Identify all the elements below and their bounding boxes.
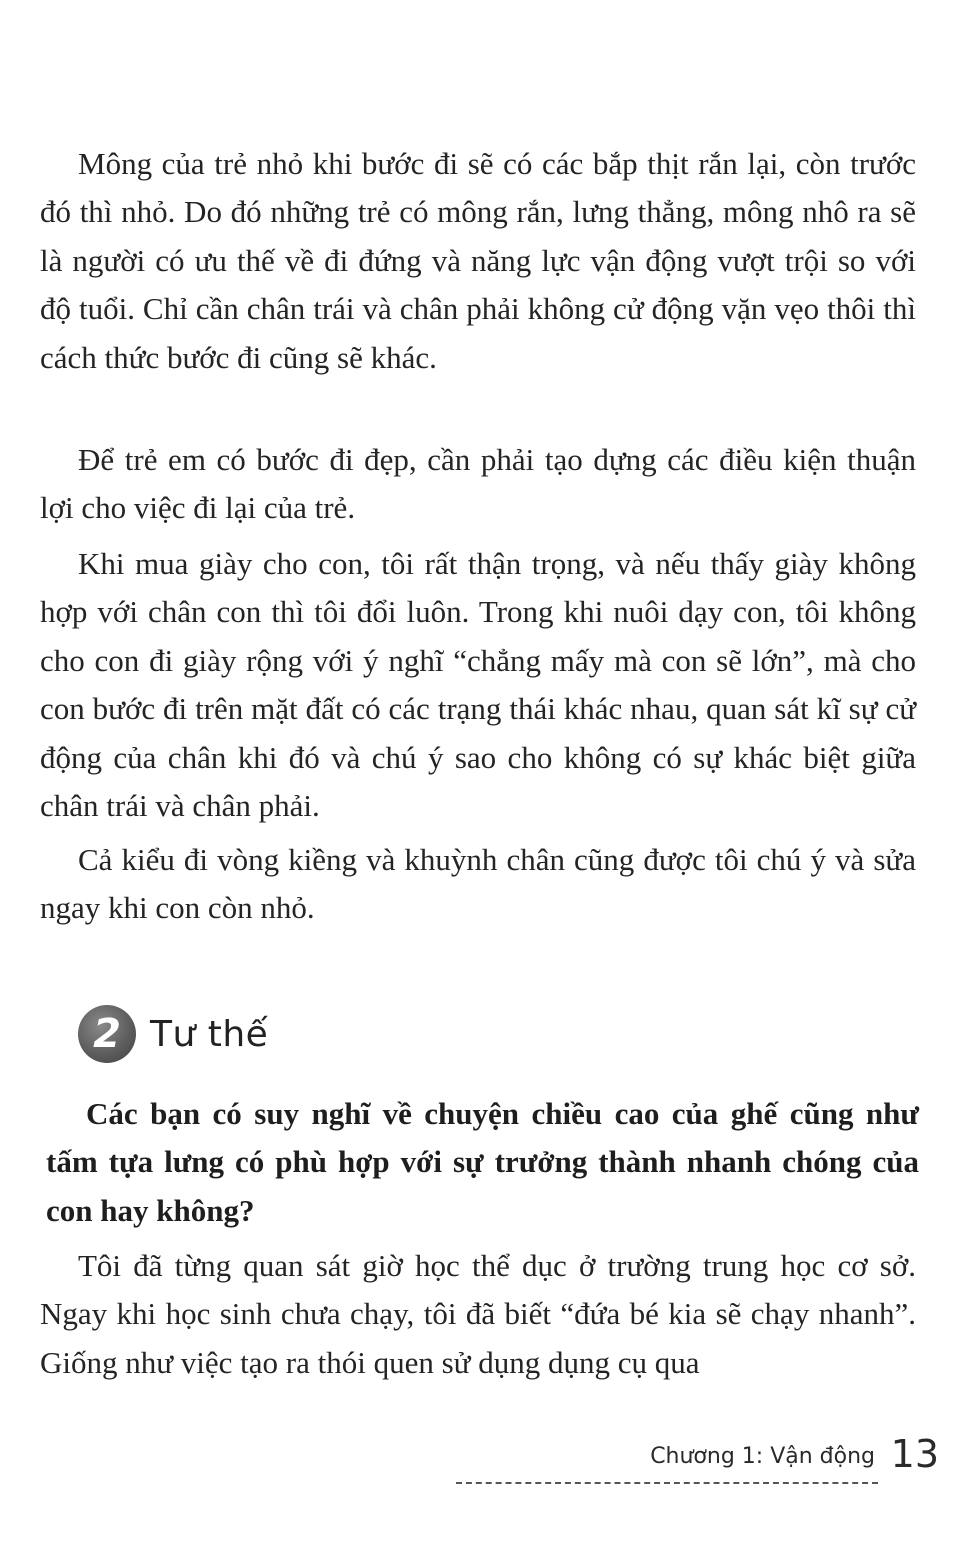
paragraph-walking-conditions: Để trẻ em có bước đi đẹp, cần phải tạo dựng các điều kiện thuận lợi cho việc đi lại của trẻ. bbox=[40, 442, 916, 526]
paragraph-shoes: Khi mua giày cho con, tôi rất thận trọng, và nếu thấy giày không hợp với chân con thì tôi đổi luôn. Trong khi nuôi dạy con, tôi không cho con đi giày rộng với ý nghĩ “chẳng mấy mà con sẽ lớn”, mà cho con bước đi trên mặt đất có các trạng thái khác nhau, quan sát kĩ sự cử động của chân khi đó và chú ý sao cho không có sự khác biệt giữa chân trái và chân phải. bbox=[40, 546, 916, 824]
section-heading bbox=[78, 1004, 268, 1064]
paragraph-bowlegs: Cả kiểu đi vòng kiềng và khuỳnh chân cũng được tôi chú ý và sửa ngay khi con còn nhỏ. bbox=[40, 842, 916, 926]
paragraph-buttocks: Mông của trẻ nhỏ khi bước đi sẽ có các bắp thịt rắn lại, còn trước đó thì nhỏ. Do đó những trẻ có mông rắn, lưng thẳng, mông nhô ra sẽ là người có ưu thế về đi đứng và năng lực vận động vượt trội so với độ tuổi. Chỉ cần chân trái và chân phải không cử động vặn vẹo thôi thì cách thức bước đi cũng sẽ khác. bbox=[40, 146, 916, 375]
page-footer bbox=[0, 1430, 979, 1490]
section-number-badge: 2 bbox=[78, 1005, 136, 1063]
page-number: 13 bbox=[890, 1432, 939, 1476]
section-title: Tư thế bbox=[150, 1013, 269, 1055]
section-question: Các bạn có suy nghĩ về chuyện chiều cao của ghế cũng như tấm tựa lưng có phù hợp với sự trưởng thành nhanh chóng của con hay không? bbox=[46, 1096, 919, 1228]
paragraph-pe-class: Tôi đã từng quan sát giờ học thể dục ở trường trung học cơ sở. Ngay khi học sinh chưa chạy, tôi đã biết “đứa bé kia sẽ chạy nhanh”. Giống như việc tạo ra thói quen sử dụng dụng cụ qua bbox=[40, 1248, 916, 1380]
chapter-label: Chương 1: Vận động bbox=[650, 1444, 875, 1469]
footer-dashed-rule bbox=[456, 1482, 878, 1484]
